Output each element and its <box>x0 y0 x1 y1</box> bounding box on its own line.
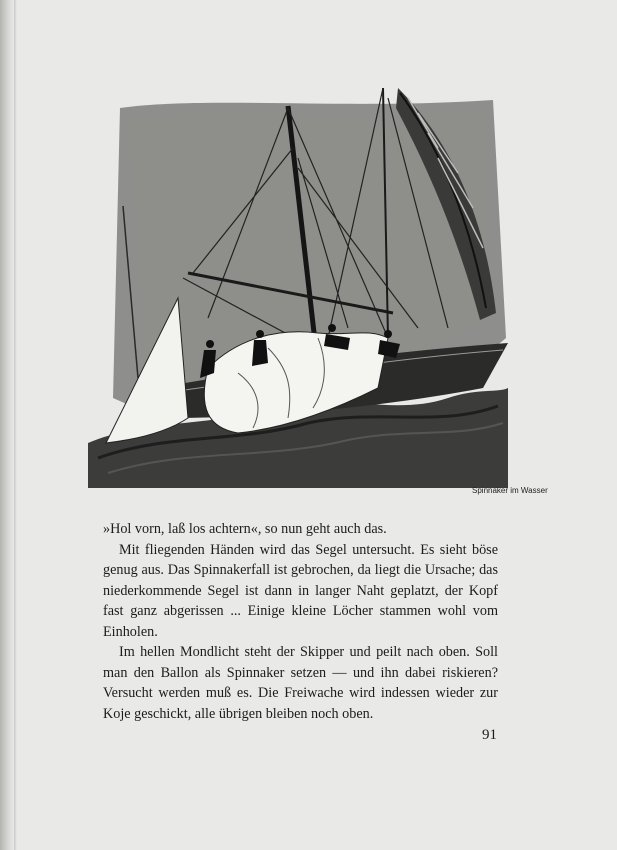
body-text <box>103 519 498 724</box>
book-gutter-shadow <box>0 0 14 850</box>
paragraph: »Hol vorn, laß los achtern«, so nun geht auch das. <box>103 521 387 537</box>
page-number: 91 <box>482 727 497 743</box>
page-edge <box>14 0 17 850</box>
illustration-caption: Spinnaker im Wasser <box>472 486 548 495</box>
sailboat-illustration <box>88 88 518 488</box>
paragraph: Mit fliegenden Händen wird das Segel untersucht. Es sieht böse genug aus. Das Spinnakerfall ist gebrochen, da liegt die Ursache; das niederkommende Segel ist dann in langer Naht geplatzt, der Kopf fast ganz abgerissen ... Einige kleine Löcher stammen wohl vom Einholen. <box>103 541 498 640</box>
paragraph: Im hellen Mondlicht steht der Skipper und peilt nach oben. Soll man den Ballon als Spinnaker setzen — und ihn dabei riskieren? Versucht werden muß es. Die Freiwache wird indessen wieder zur Koje geschickt, alle übrigen bleiben noch oben. <box>103 644 498 722</box>
